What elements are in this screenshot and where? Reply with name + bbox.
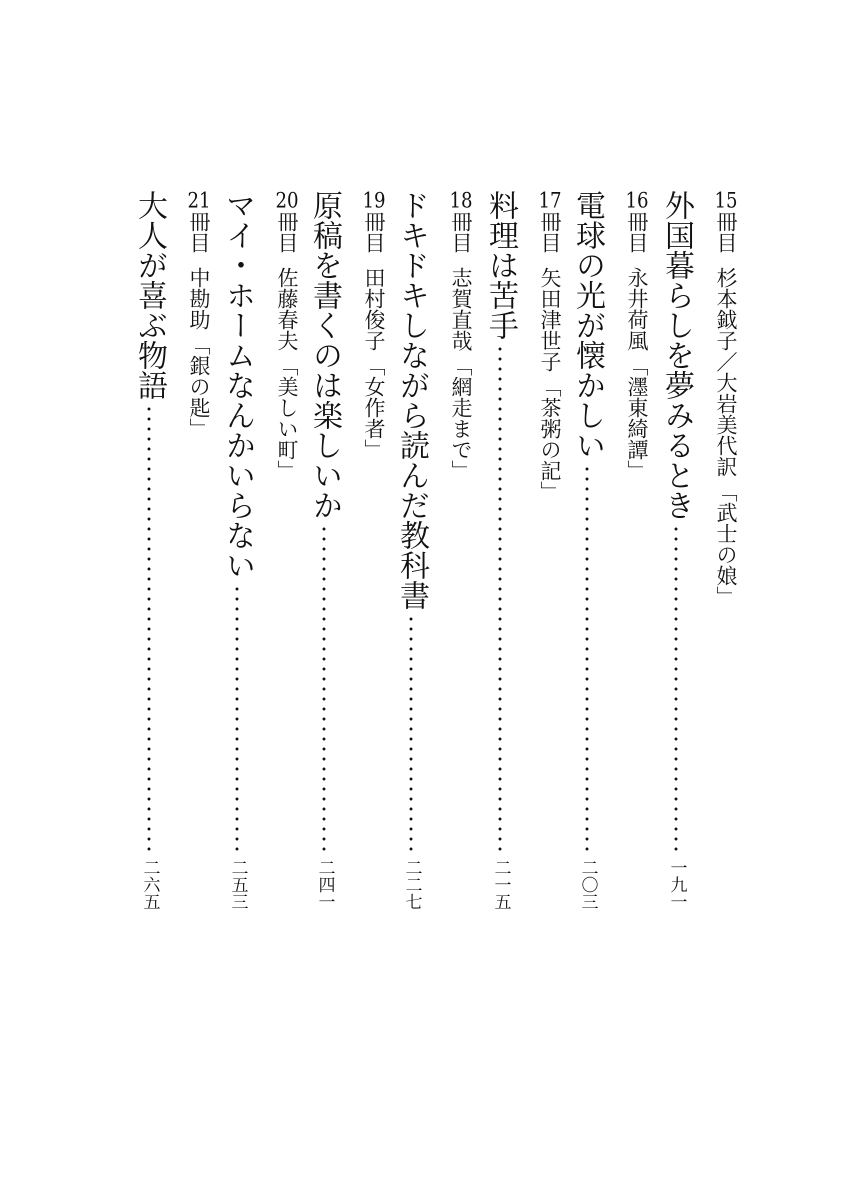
dot-leader	[147, 404, 151, 853]
entry-meta	[615, 190, 647, 910]
entry-title: 料理は苦手	[483, 190, 518, 340]
entry-work: 「濹東綺譚」	[625, 355, 649, 481]
entry-work: 「網走まで」	[449, 355, 473, 481]
entry-title: 電球の光が懐かしい	[570, 190, 605, 460]
entry-page-number: 二四一	[314, 859, 335, 910]
entry-meta	[439, 190, 471, 910]
entry-work: 「女作者」	[362, 355, 386, 460]
entry-author: 永井荷風	[625, 267, 649, 351]
entry-author: 佐藤春夫	[275, 267, 299, 351]
entry-work: 「武士の娘」	[714, 481, 738, 607]
entry-number: 19	[362, 190, 386, 211]
entry-main	[129, 190, 169, 910]
entry-author: 中勘助	[187, 267, 211, 330]
dot-leader	[235, 584, 239, 853]
entry-author: 杉本鉞子／大岩美代訳	[714, 267, 738, 477]
entry-title: 外国暮らしを夢みるとき	[659, 190, 694, 520]
entry-page-number: 二二七	[401, 859, 422, 910]
entry-meta	[528, 190, 560, 910]
entry-counter: 冊目	[449, 211, 473, 253]
entry-meta	[704, 190, 736, 910]
toc-entry	[125, 190, 209, 910]
entry-author: 志賀直哉	[449, 267, 473, 351]
entry-author: 矢田津世子	[538, 267, 562, 372]
entry-page-number: 二〇三	[577, 859, 598, 910]
entry-number: 16	[625, 190, 649, 211]
toc-entry	[652, 190, 736, 910]
entry-page-number: 一九一	[666, 859, 687, 910]
entry-meta	[177, 190, 209, 910]
entry-main	[567, 190, 607, 910]
entry-number: 20	[275, 190, 299, 211]
entry-main	[304, 190, 344, 910]
dot-leader	[322, 524, 326, 853]
entry-work: 「銀の匙」	[187, 334, 211, 439]
entry-title: ドキドキしながら読んだ教科書	[394, 190, 429, 610]
toc-entry	[213, 190, 297, 910]
entry-title: 原稿を書くのは楽しいか	[307, 190, 342, 520]
entry-work: 「美しい町」	[275, 355, 299, 481]
toc-entry	[476, 190, 560, 910]
entry-work: 「茶粥の記」	[538, 376, 562, 502]
dot-leader	[409, 614, 413, 853]
toc-entry	[300, 190, 384, 910]
toc-entry	[563, 190, 647, 910]
dot-leader	[498, 344, 502, 853]
dot-leader	[585, 464, 589, 853]
entry-counter: 冊目	[714, 211, 738, 253]
entry-meta	[265, 190, 297, 910]
entry-number: 17	[538, 190, 562, 211]
entry-meta	[352, 190, 384, 910]
entry-number: 15	[714, 190, 738, 211]
entry-counter: 冊目	[625, 211, 649, 253]
entry-author: 田村俊子	[362, 267, 386, 351]
toc-entry	[387, 190, 471, 910]
entry-counter: 冊目	[538, 211, 562, 253]
entry-counter: 冊目	[275, 211, 299, 253]
dot-leader	[674, 524, 678, 853]
entry-title: 大人が喜ぶ物語	[132, 190, 167, 400]
entry-main	[217, 190, 257, 910]
entry-page-number: 二一五	[490, 859, 511, 910]
entry-page-number: 二五三	[227, 859, 248, 910]
entry-number: 18	[449, 190, 473, 211]
entry-counter: 冊目	[187, 211, 211, 253]
entry-main	[656, 190, 696, 910]
entry-main	[391, 190, 431, 910]
entry-main	[480, 190, 520, 910]
entry-number: 21	[187, 190, 211, 211]
entry-page-number: 二六五	[139, 859, 160, 910]
entry-title: マイ・ホームなんかいらない	[220, 190, 255, 580]
entry-counter: 冊目	[362, 211, 386, 253]
